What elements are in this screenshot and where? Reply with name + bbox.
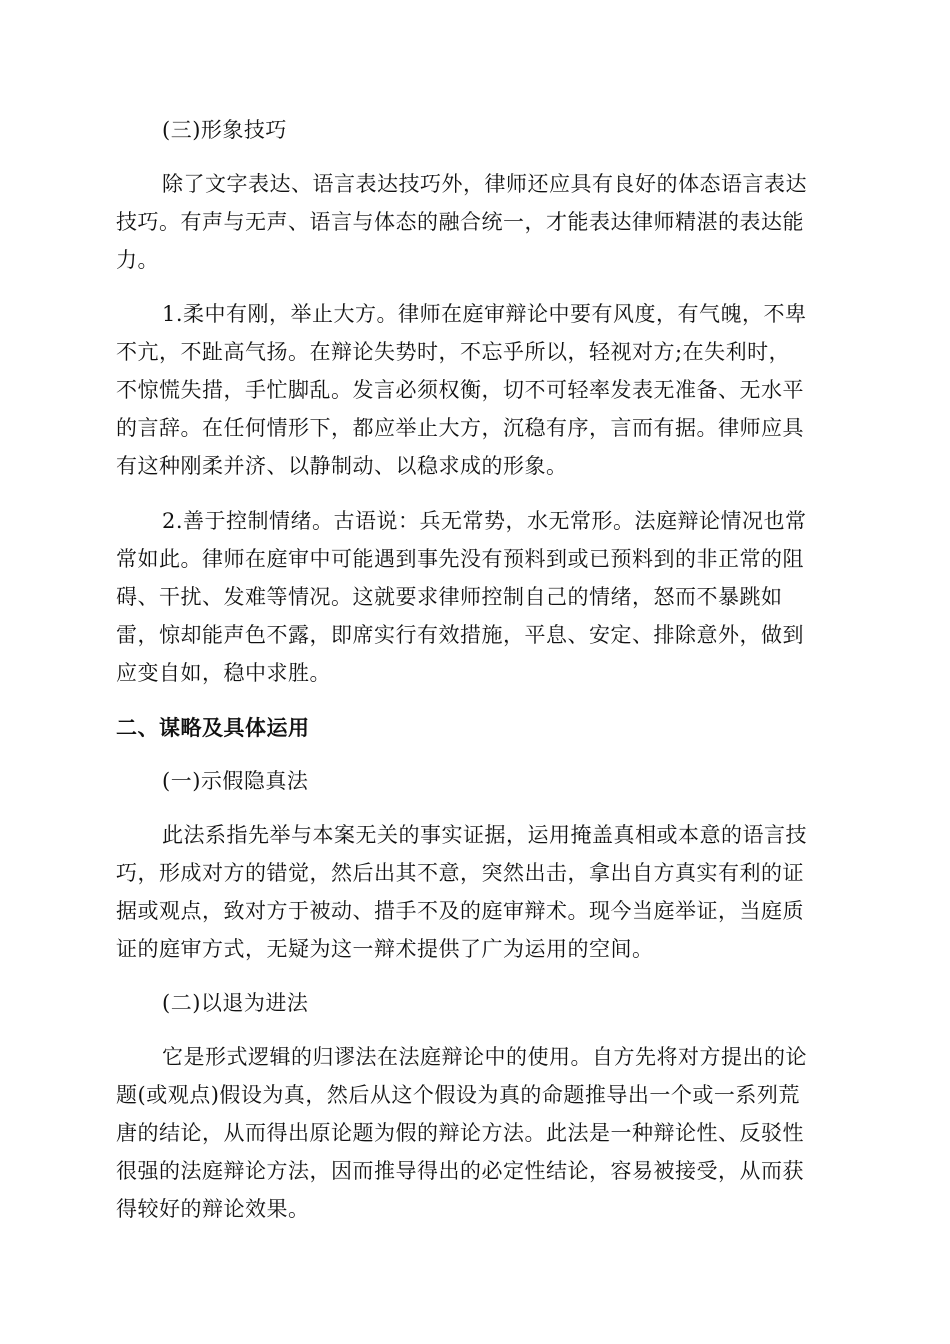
paragraph-line: 除了文字表达、语言表达技巧外，律师还应具有良好的体态语言表达 [162, 172, 807, 196]
paragraph-line: 力。 [116, 248, 159, 272]
subsection-title-retreat: (二)以退为进法 [162, 991, 309, 1015]
subsection-title-image-skills: (三)形象技巧 [162, 118, 287, 142]
paragraph-line: 题(或观点)假设为真，然后从这个假设为真的命题推导出一个或一系列荒 [116, 1083, 800, 1107]
paragraph-line: 此法系指先举与本案无关的事实证据，运用掩盖真相或本意的语言技 [162, 823, 807, 847]
paragraph-line: 技巧。有声与无声、语言与体态的融合统一，才能表达律师精湛的表达能 [116, 210, 804, 234]
section-heading-strategy: 二、谋略及具体运用 [116, 716, 310, 740]
paragraph-line: 应变自如，稳中求胜。 [116, 661, 331, 685]
paragraph-line: 常如此。律师在庭审中可能遇到事先没有预料到或已预料到的非正常的阻 [116, 547, 804, 571]
paragraph-line: 唐的结论，从而得出原论题为假的辩论方法。此法是一种辩论性、反驳性 [116, 1121, 804, 1145]
paragraph-line: 巧，形成对方的错觉，然后出其不意，突然出击，拿出自方真实有利的证 [116, 861, 804, 885]
paragraph-line: 雷，惊却能声色不露，即席实行有效措施，平息、安定、排除意外，做到 [116, 623, 804, 647]
paragraph-line: 有这种刚柔并济、以静制动、以稳求成的形象。 [116, 454, 568, 478]
paragraph-line: 它是形式逻辑的归谬法在法庭辩论中的使用。自方先将对方提出的论 [162, 1045, 807, 1069]
paragraph-line: 2.善于控制情绪。古语说：兵无常势，水无常形。法庭辩论情况也常 [162, 509, 807, 533]
paragraph-line: 得较好的辩论效果。 [116, 1197, 310, 1221]
paragraph-line: 1.柔中有刚，举止大方。律师在庭审辩论中要有风度，有气魄，不卑 [162, 302, 807, 326]
paragraph-line: 的言辞。在任何情形下，都应举止大方，沉稳有序，言而有据。律师应具 [116, 416, 804, 440]
paragraph-line: 据或观点，致对方于被动、措手不及的庭审辩术。现今当庭举证，当庭质 [116, 899, 804, 923]
paragraph-line: 不亢，不趾高气扬。在辩论失势时，不忘乎所以，轻视对方;在失利时， [116, 340, 791, 364]
subsection-title-feint: (一)示假隐真法 [162, 769, 309, 793]
paragraph-line: 不惊慌失措，手忙脚乱。发言必须权衡，切不可轻率发表无准备、无水平 [116, 378, 804, 402]
paragraph-line: 碍、干扰、发难等情况。这就要求律师控制自己的情绪，怒而不暴跳如 [116, 585, 783, 609]
paragraph-line: 证的庭审方式，无疑为这一辩术提供了广为运用的空间。 [116, 937, 654, 961]
paragraph-line: 很强的法庭辩论方法，因而推导得出的必定性结论，容易被接受，从而获 [116, 1159, 804, 1183]
